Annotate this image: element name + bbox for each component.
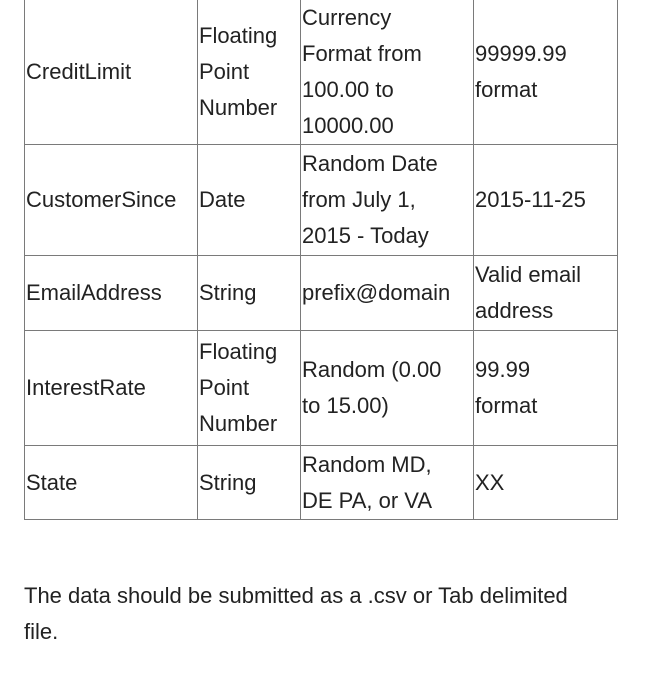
generation-rule-cell: Random (0.00 to 15.00) [301, 331, 474, 446]
generation-rule-cell: prefix@domain [301, 256, 474, 331]
data-type-cell: Date [198, 145, 301, 256]
field-name-cell: InterestRate [25, 331, 198, 446]
field-name-cell: CreditLimit [25, 0, 198, 145]
table-row [25, 145, 618, 256]
format-cell: 2015-11-25 [474, 145, 618, 256]
generation-rule-cell: Currency Format from 100.00 to 10000.00 [301, 0, 474, 145]
format-cell: 99.99 format [474, 331, 618, 446]
generation-rule-cell: Random MD, DE PA, or VA [301, 446, 474, 520]
format-cell: 99999.99 format [474, 0, 618, 145]
generation-rule-cell: Random Date from July 1, 2015 - Today [301, 145, 474, 256]
table-row [25, 256, 618, 331]
data-type-cell: Floating Point Number [198, 331, 301, 446]
format-cell: XX [474, 446, 618, 520]
format-cell: Valid email address [474, 256, 618, 331]
data-spec-table [24, 0, 618, 520]
data-type-cell: String [198, 446, 301, 520]
table-row [25, 446, 618, 520]
data-type-cell: Floating Point Number [198, 0, 301, 145]
field-name-cell: CustomerSince [25, 145, 198, 256]
table-row [25, 0, 618, 145]
field-name-cell: State [25, 446, 198, 520]
data-type-cell: String [198, 256, 301, 331]
data-spec-table-wrapper [24, 0, 618, 520]
field-name-cell: EmailAddress [25, 256, 198, 331]
table-row [25, 331, 618, 446]
submission-note: The data should be submitted as a .csv or Tab delimited file. [24, 583, 568, 644]
